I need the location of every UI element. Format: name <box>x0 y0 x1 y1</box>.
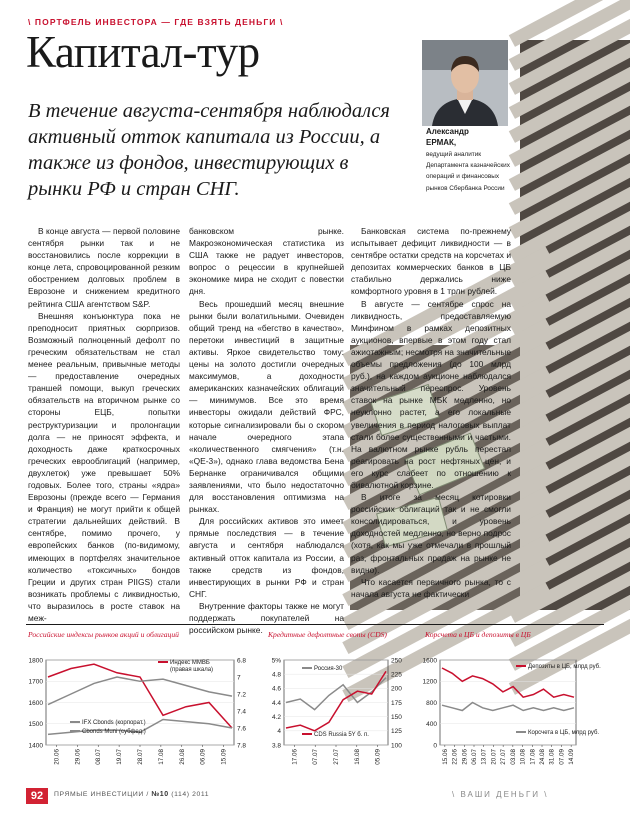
x-tick-label: 28.07 <box>137 749 144 765</box>
legend-label: Индекс ММВБ <box>170 660 210 666</box>
paragraph: В конце августа — первой половине сентября рынки так и не восстановились после коррекции в конце лета, спровоцированной резким обострением долговых проблем в Еврозоне и снижением кредитного рейтинга США агентством S&P. <box>28 226 180 309</box>
x-tick-label: 17.08 <box>157 749 165 765</box>
paragraph: банковском рынке. Макроэкономическая статистика из США также не радует инвесторов, вопрос о рецессии в крупнейшей экономике мира не сходит с повестки дня. <box>189 226 344 297</box>
y-tick-label: 1400 <box>28 742 43 750</box>
x-tick-label: 17.08 <box>529 749 537 765</box>
legend-label: Россия-30 <box>314 666 343 672</box>
y-right-tick-label: 7.2 <box>237 691 247 699</box>
x-tick-label: 10.08 <box>519 749 527 765</box>
paragraph: Весь прошедший месяц внешние рынки были волатильными. Очевиден общий тренд на «бегство в качество», перетоки инвестиций в защитные активы. Яркое свидетельство тому: цены на золото достигли очередных максимумов, а доходности американских казначейских облигаций — минимумов. Все это время инвесторы ожидали действий ФРС, которые сигнализировали бы о скором начале очередного этапа «количественного смягчения» (т.н. «QE-3»), однако глава ведомства Бена Бернанке ограничивался общими заявлениями, что было недостаточно для восстановления оптимизма на рынках. <box>189 298 344 515</box>
chart-cb-accounts <box>418 648 601 780</box>
x-tick-label: 05.09 <box>374 749 382 765</box>
y-right-tick-label: 7.4 <box>237 708 247 716</box>
x-tick-label: 19.07 <box>116 749 124 765</box>
chart-stock-bond-indices <box>20 648 268 780</box>
x-tick-label: 06.09 <box>199 749 207 765</box>
legend-label: IFX Cbonds (корпорат.) <box>82 720 146 726</box>
legend-sublabel: (правая шкала) <box>170 667 214 673</box>
series-line-1 <box>442 668 574 697</box>
chart-divider <box>26 624 604 625</box>
author-bio: ведущий аналитик Департамента казначейских операций и финансовых рынков Сбербанка России <box>426 151 510 192</box>
y-right-tick-label: 250 <box>391 657 402 665</box>
y-tick-label: 3.8 <box>271 742 281 750</box>
issue-detail: (114) 2011 <box>171 791 210 798</box>
paragraph: Внешняя конъюнктура пока не преподносит приятных сюрпризов. Возможный полноценный дефолт по греческим обязательствам не стал менее реальным, привычные методы — предоставление очередных траншей помощи, выкуп греческих обязательств на вторичном рынке со стороны ЕЦБ, попытки реструктуризации и пролонгации долга — не приносят эффекта, и доходность даже краткосрочных греческих еврооблигаций (например, двухлеток) уже превышает 50% годовых. Более того, страны «ядра» Еврозоны (прежде всего — Германия и Франция) не могут прийти к общей стратегии дальнейших действий. В сентябре, помимо прочего, у европейских банков (по-видимому, имеющих в портфелях значительное количество «токсичных» бондов Греции и других стран PIIGS) стали возникать проблемы с ликвидностью, что выразилось в росте ставок на меж- <box>28 310 180 623</box>
x-tick-label: 08.07 <box>95 749 103 765</box>
x-tick-label: 07.07 <box>312 749 320 765</box>
y-tick-label: 1500 <box>28 721 43 729</box>
x-tick-label: 15.09 <box>220 749 228 765</box>
y-right-tick-label: 7.8 <box>237 742 247 750</box>
y-tick-label: 1600 <box>28 699 43 707</box>
author-last-name: ЕРМАК, <box>426 138 457 147</box>
x-tick-label: 29.06 <box>461 749 469 765</box>
paragraph: В итоге за месяц котировки российских облигаций так и не смогли консолидироваться, и уровень доходностей медленно, но верно подрос (хотя, как мы уже отмечали в прошлый раз, фронтальных продаж на рынке не видно). <box>351 492 511 575</box>
chart-3-title: Корсчета в ЦБ и депозиты в ЦБ <box>425 630 531 639</box>
x-tick-label: 14.09 <box>568 749 576 765</box>
x-tick-label: 20.07 <box>490 749 498 765</box>
section-label: \ ПОРТФЕЛЬ ИНВЕСТОРА — ГДЕ ВЗЯТЬ ДЕНЬГИ \ <box>28 17 284 27</box>
y-tick-label: 400 <box>426 721 437 729</box>
article-column-1 <box>28 225 180 624</box>
y-right-tick-label: 175 <box>391 699 402 707</box>
x-tick-label: 22.06 <box>451 749 459 765</box>
legend-label: Cbonds Muni (субфед.) <box>82 729 146 735</box>
lede: В течение августа-сентября наблюдался активный отток капитала из России, а также из фондов, инвестирующих в рынки РФ и стран СНГ. <box>28 100 390 200</box>
article-column-3 <box>351 225 511 600</box>
magazine-title: ПРЯМЫЕ ИНВЕСТИЦИИ / <box>54 791 149 798</box>
y-tick-label: 1700 <box>28 678 43 686</box>
paragraph: В августе — сентябре спрос на ликвидность, предоставляемую Минфином в рамках депозитных аукционов, впервые в этом году стал ажиотажным; несмотря на значительные объемы предложения (до 100 млрд руб.), на каждом аукционе наблюдался значительный переспрос. Уровень ставок на рынке МБК медленно, но неуклонно растет, а его локальные увеличения в период налоговых выплат стали более существенными и частыми. На валютном рынке рубль перестал реагировать на рост нефтяных цен, и его курс слабеет по отношению к бивалютной корзине. <box>351 298 511 490</box>
y-tick-label: 1800 <box>28 657 43 665</box>
x-tick-label: 27.07 <box>500 749 508 765</box>
y-right-tick-label: 200 <box>391 685 402 693</box>
series-line-2 <box>286 671 386 731</box>
y-tick-label: 800 <box>426 699 437 707</box>
chart-2-title: Кредитные дефолтные свопы (CDS) <box>268 630 387 639</box>
x-tick-label: 16.08 <box>353 749 361 765</box>
y-tick-label: 4.2 <box>271 713 281 721</box>
author-first-name: Александр <box>426 127 469 136</box>
x-tick-label: 17.06 <box>291 749 299 765</box>
y-tick-label: 4.6 <box>271 685 281 693</box>
y-tick-label: 4.4 <box>271 699 281 707</box>
x-tick-label: 13.07 <box>480 749 488 765</box>
footer-section-label: \ ВАШИ ДЕНЬГИ \ <box>452 790 549 799</box>
x-tick-label: 24.08 <box>539 749 546 765</box>
y-right-tick-label: 7.6 <box>237 725 247 733</box>
x-tick-label: 29.06 <box>74 749 82 765</box>
y-right-tick-label: 6.8 <box>237 657 247 665</box>
y-tick-label: 5% <box>271 657 281 665</box>
chart-cds <box>258 648 426 780</box>
issue-number: №10 <box>151 791 169 798</box>
y-right-tick-label: 150 <box>391 713 402 721</box>
paragraph: Банковская система по-прежнему испытывает дефицит ликвидности — в сентябре остатки средств на корсчетах и депозитах коммерческих банков в ЦБ стабильно держались ниже комфортного уровня в 1 трлн рублей. <box>351 226 511 297</box>
page-number: 92 <box>26 788 48 804</box>
legend-label: CDS Russia 5Y б. п. <box>314 732 369 738</box>
x-tick-label: 07.09 <box>558 749 566 765</box>
y-tick-label: 4.8 <box>271 671 281 679</box>
y-tick-label: 1200 <box>422 678 437 686</box>
x-tick-label: 20.06 <box>53 749 61 765</box>
y-tick-label: 1600 <box>422 657 437 665</box>
y-right-tick-label: 100 <box>391 742 402 750</box>
x-tick-label: 26.08 <box>178 749 186 765</box>
x-tick-label: 15.06 <box>441 749 449 765</box>
y-right-tick-label: 7 <box>237 674 241 682</box>
x-tick-label: 03.08 <box>509 749 517 765</box>
article-column-2 <box>189 225 344 636</box>
legend-label: Корсчета в ЦБ, млрд руб. <box>528 730 600 736</box>
paragraph: Для российских активов это имеет прямые последствия — в течение августа и сентября наблюдался активный отток капитала из России, а также средств из фондов, инвестирующих в рынки РФ и стран СНГ. <box>189 516 344 599</box>
series-line-2 <box>442 703 574 711</box>
y-tick-label: 0 <box>433 742 437 750</box>
author-name <box>426 126 516 148</box>
magazine-name <box>54 791 209 798</box>
paragraph: Внутренние факторы также не могут поддержать покупателей на российском рынке. <box>189 600 344 636</box>
x-tick-label: 06.07 <box>471 749 478 765</box>
series-line-1 <box>48 664 232 728</box>
chart-1-title: Российские индексы рынков акций и облигаций <box>28 630 179 639</box>
legend-label: Депозиты в ЦБ, млрд руб. <box>528 664 601 670</box>
y-tick-label: 4 <box>277 728 281 736</box>
x-tick-label: 27.07 <box>333 749 340 765</box>
paragraph: Что касается первичного рынка, то с начала августа не фактически <box>351 576 511 599</box>
author-photo <box>422 40 508 126</box>
y-right-tick-label: 125 <box>391 728 402 736</box>
y-right-tick-label: 225 <box>391 671 402 679</box>
x-tick-label: 31.08 <box>548 749 556 765</box>
page-title: Капитал-тур <box>26 27 260 77</box>
